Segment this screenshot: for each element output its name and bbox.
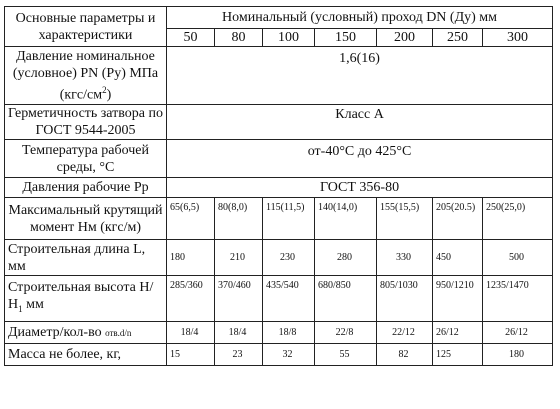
length-value: 450 xyxy=(433,240,483,276)
work-pressure-value: ГОСТ 356-80 xyxy=(167,178,553,198)
diameter-value: 26/12 xyxy=(433,322,483,344)
torque-value: 115(11,5) xyxy=(263,198,315,240)
length-value: 210 xyxy=(215,240,263,276)
valve-parameters-table xyxy=(4,6,553,366)
length-value: 500 xyxy=(483,240,553,276)
mass-value: 15 xyxy=(167,344,215,366)
height-value: 370/460 xyxy=(215,276,263,322)
dn-value: 100 xyxy=(263,29,315,47)
diameter-value: 18/8 xyxy=(263,322,315,344)
torque-value: 65(6,5) xyxy=(167,198,215,240)
diameter-value: 18/4 xyxy=(215,322,263,344)
dn-value: 250 xyxy=(433,29,483,47)
pressure-label: Давление номинальное (условное) PN (Ру) МПа $(кгс/см^2)$ xyxy=(5,47,167,105)
pressure-value: 1,6(16) xyxy=(167,47,553,105)
tightness-label: Герметичность затвора по ГОСТ 9544-2005 xyxy=(5,105,167,140)
work-pressure-label: Давления рабочие Рр xyxy=(5,178,167,198)
diameter-value: 18/4 xyxy=(167,322,215,344)
diameter-value: 26/12 xyxy=(483,322,553,344)
height-value: 1235/1470 xyxy=(483,276,553,322)
length-value: 180 xyxy=(167,240,215,276)
length-label: Строительная длина L, мм xyxy=(5,240,167,276)
mass-value: 125 xyxy=(433,344,483,366)
diameter-label: Диаметр/кол-во отв.d/n xyxy=(5,322,167,344)
mass-value: 55 xyxy=(315,344,377,366)
torque-label: Максимальный крутящий момент Нм (кгс/м) xyxy=(5,198,167,240)
mass-value: 23 xyxy=(215,344,263,366)
torque-value: 80(8,0) xyxy=(215,198,263,240)
height-value: 435/540 xyxy=(263,276,315,322)
dn-header: Номинальный (условный) проход DN (Ду) мм xyxy=(167,7,553,29)
dn-value: 80 xyxy=(215,29,263,47)
length-value: 230 xyxy=(263,240,315,276)
mass-value: 180 xyxy=(483,344,553,366)
height-label: Строительная высота $Н/Н_1$ мм xyxy=(5,276,167,322)
mass-value: 32 xyxy=(263,344,315,366)
dn-value: 150 xyxy=(315,29,377,47)
diameter-value: 22/12 xyxy=(377,322,433,344)
temperature-value: от-40°С до 425°С xyxy=(167,140,553,178)
mass-value: 82 xyxy=(377,344,433,366)
height-value: 680/850 xyxy=(315,276,377,322)
torque-value: 140(14,0) xyxy=(315,198,377,240)
length-value: 330 xyxy=(377,240,433,276)
torque-value: 250(25,0) xyxy=(483,198,553,240)
dn-value: 50 xyxy=(167,29,215,47)
height-value: 285/360 xyxy=(167,276,215,322)
temperature-label: Температура рабочей среды, °С xyxy=(5,140,167,178)
diameter-value: 22/8 xyxy=(315,322,377,344)
mass-label: Масса не более, кг, xyxy=(5,344,167,366)
height-value: 805/1030 xyxy=(377,276,433,322)
tightness-value: Класс А xyxy=(167,105,553,140)
height-value: 950/1210 xyxy=(433,276,483,322)
dn-value: 200 xyxy=(377,29,433,47)
dn-value: 300 xyxy=(483,29,553,47)
param-header: Основные параметры и характеристики xyxy=(5,7,167,47)
torque-value: 155(15,5) xyxy=(377,198,433,240)
length-value: 280 xyxy=(315,240,377,276)
torque-value: 205(20.5) xyxy=(433,198,483,240)
